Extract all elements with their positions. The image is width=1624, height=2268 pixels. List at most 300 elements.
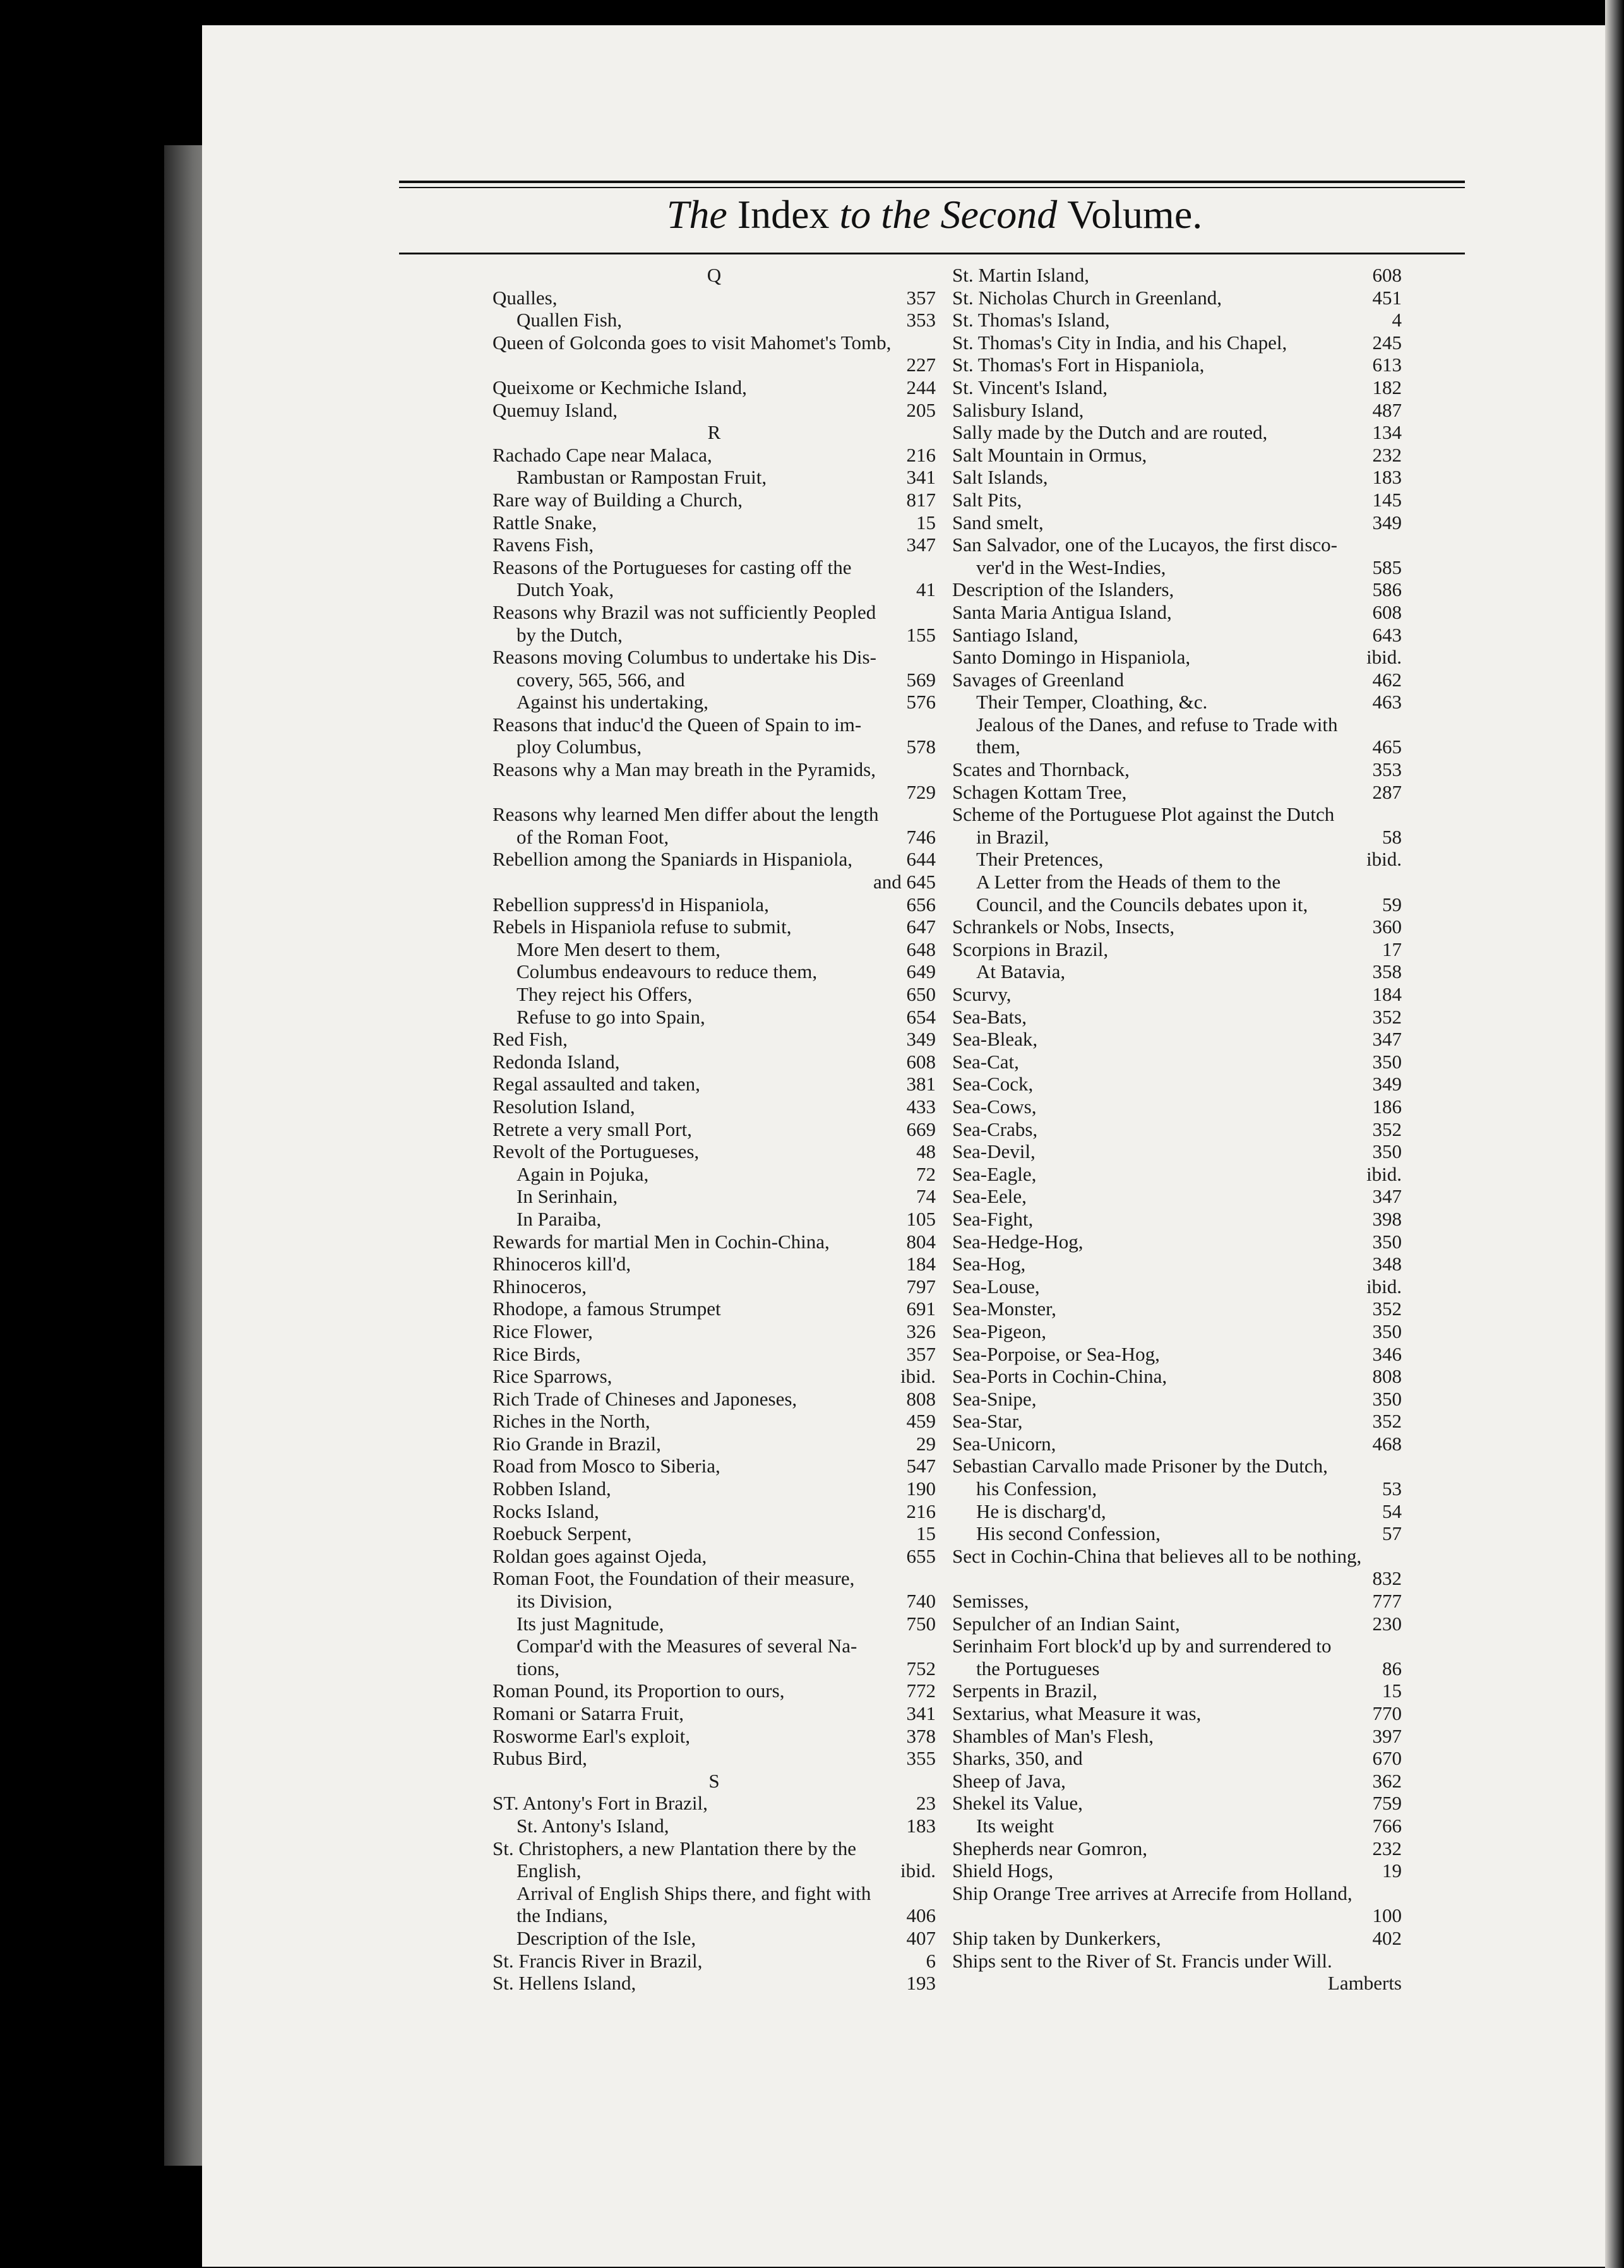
entry-page (1394, 1950, 1402, 1973)
entry-page: 777 (1372, 1590, 1402, 1613)
entry-page: 350 (1372, 1230, 1402, 1253)
index-entry (952, 916, 1402, 938)
entry-page: 53 (1382, 1477, 1402, 1500)
entry-term: Dutch Yoak, (516, 578, 614, 601)
entry-term: Sextarius, what Measure it was, (952, 1702, 1202, 1724)
index-entry (952, 1028, 1402, 1051)
index-entry (952, 1859, 1402, 1882)
index-entry (952, 309, 1402, 331)
entry-term: St. Thomas's Island, (952, 309, 1110, 331)
entry-page (1394, 534, 1402, 556)
entry-page: 244 (906, 376, 936, 398)
index-entry (493, 1927, 936, 1950)
entry-term: his Confession, (976, 1477, 1097, 1500)
entry-page: 349 (1372, 1073, 1402, 1095)
index-entry (952, 624, 1402, 647)
entry-term: Sea-Fight, (952, 1207, 1034, 1230)
entry-page: 350 (1372, 1387, 1402, 1410)
entry-page: 74 (916, 1185, 936, 1208)
entry-page: 184 (906, 1253, 936, 1275)
entry-page: 397 (1372, 1724, 1402, 1747)
index-entry (952, 1388, 1402, 1411)
entry-term: Rio Grande in Brazil, (493, 1432, 661, 1455)
entry-page: 766 (1372, 1814, 1402, 1837)
entry-term: Its just Magnitude, (516, 1612, 664, 1635)
entry-term: Serinhaim Fort block'd up by and surrendered to (952, 1635, 1332, 1657)
index-entry (493, 758, 936, 781)
index-entry (952, 466, 1402, 489)
index-entry (493, 1051, 936, 1073)
index-entry (493, 1208, 936, 1231)
entry-page: 576 (906, 691, 936, 713)
entry-page: 547 (906, 1455, 936, 1477)
index-entry (493, 1972, 936, 1995)
index-entry (952, 1275, 1402, 1298)
entry-term: St. Christophers, a new Plantation there by the (493, 1837, 856, 1859)
entry-term: Rocks Island, (493, 1500, 599, 1522)
entry-page: 585 (1372, 556, 1402, 578)
index-entry (493, 1747, 936, 1770)
section-letter: Q (707, 264, 722, 286)
entry-term: Road from Mosco to Siberia, (493, 1455, 720, 1477)
index-entry (493, 646, 936, 669)
entry-term: covery, 565, 566, and (516, 668, 685, 691)
index-entry (493, 1725, 936, 1748)
entry-page: 586 (1372, 578, 1402, 601)
index-entry (493, 713, 936, 736)
entry-page: 29 (916, 1432, 936, 1455)
index-entry (493, 1433, 936, 1455)
entry-page (928, 1882, 936, 1905)
index-entry (493, 1163, 936, 1186)
index-entry (493, 1140, 936, 1163)
entry-page: 48 (916, 1140, 936, 1163)
index-entry (493, 376, 936, 399)
index-entry (493, 1185, 936, 1208)
entry-term: Quallen Fish, (516, 309, 623, 331)
index-entry (493, 1410, 936, 1433)
entry-page: 656 (906, 893, 936, 916)
entry-page: 6 (926, 1949, 936, 1972)
entry-page: 184 (1372, 983, 1402, 1005)
entry-term: Roebuck Serpent, (493, 1522, 632, 1545)
entry-page: 608 (1372, 264, 1402, 286)
index-entry (952, 803, 1402, 826)
entry-page: 105 (906, 1207, 936, 1230)
entry-term: Columbus endeavours to reduce them, (516, 960, 818, 983)
index-entry (952, 1231, 1402, 1253)
entry-page (928, 1567, 936, 1590)
entry-term: Sea-Ports in Cochin-China, (952, 1365, 1167, 1388)
entry-term: Description of the Islanders, (952, 578, 1174, 601)
index-entry (952, 511, 1402, 534)
entry-term: tions, (516, 1657, 560, 1680)
index-entry (952, 781, 1402, 804)
index-entry (493, 556, 936, 579)
entry-page: 650 (906, 983, 936, 1005)
index-entry (952, 444, 1402, 467)
entry-term: Reasons why Brazil was not sufficiently Peopled (493, 600, 876, 623)
entry-term: Against his undertaking, (516, 691, 708, 713)
entry-term: Regal assaulted and taken, (493, 1073, 700, 1095)
index-entry (952, 1567, 1402, 1590)
index-entry (493, 1859, 936, 1882)
header-bottom-rule (399, 253, 1465, 254)
entry-page: 100 (1372, 1904, 1402, 1927)
index-entry (493, 1073, 936, 1095)
entry-page: 468 (1372, 1432, 1402, 1455)
index-entry (952, 1320, 1402, 1343)
entry-page: 362 (1372, 1769, 1402, 1792)
entry-term: Rachado Cape near Malaca, (493, 443, 712, 466)
header-word-index: Index (737, 192, 830, 237)
index-entry (952, 1477, 1402, 1500)
entry-page: 360 (1372, 916, 1402, 938)
entry-term: In Paraiba, (516, 1207, 602, 1230)
entry-term: Semisses, (952, 1590, 1029, 1613)
entry-term: of the Roman Foot, (516, 825, 669, 848)
entry-page: 341 (906, 466, 936, 489)
index-entry (952, 1950, 1402, 1973)
entry-term: Reasons moving Columbus to undertake his Dis- (493, 646, 876, 669)
index-entry (952, 1927, 1402, 1950)
entry-page: 608 (906, 1050, 936, 1073)
entry-term: Resolution Island, (493, 1095, 635, 1118)
index-entry (493, 1882, 936, 1905)
index-entry (493, 1500, 936, 1523)
entry-page (928, 1837, 936, 1860)
entry-term: Salt Mountain in Ormus, (952, 443, 1147, 466)
entry-page: 183 (1372, 466, 1402, 489)
entry-term: Their Temper, Cloathing, &c. (976, 691, 1208, 713)
entry-term: Rebels in Hispaniola refuse to submit, (493, 916, 792, 938)
header-word-second: Second (940, 192, 1058, 237)
entry-term: They reject his Offers, (516, 983, 693, 1005)
entry-page: 58 (1382, 825, 1402, 848)
entry-term: Jealous of the Danes, and refuse to Trade with (976, 713, 1338, 736)
entry-term: At Batavia, (976, 960, 1066, 983)
entry-page: 17 (1382, 938, 1402, 960)
entry-page (1394, 1455, 1402, 1477)
entry-page: 352 (1372, 1118, 1402, 1140)
entry-page: 341 (906, 1702, 936, 1724)
entry-page: 463 (1372, 691, 1402, 713)
entry-term: Reasons of the Portugueses for casting off the (493, 556, 852, 578)
entry-term: He is discharg'd, (976, 1500, 1106, 1522)
entry-page: 245 (1372, 331, 1402, 354)
index-entry (952, 1613, 1402, 1635)
entry-page: 746 (906, 825, 936, 848)
entry-term: St. Martin Island, (952, 264, 1089, 286)
entry-page: 347 (906, 534, 936, 556)
entry-page: 770 (1372, 1702, 1402, 1724)
entry-page: 648 (906, 938, 936, 960)
index-entry (952, 1657, 1402, 1680)
index-entry (493, 309, 936, 331)
entry-term: Sea-Eagle, (952, 1162, 1037, 1185)
index-entry (493, 1613, 936, 1635)
entry-term: Its weight (976, 1814, 1054, 1837)
index-entry (952, 1095, 1402, 1118)
entry-page: 15 (916, 511, 936, 534)
entry-term: the Portugueses (976, 1657, 1100, 1680)
entry-page: 569 (906, 668, 936, 691)
entry-page: 357 (906, 286, 936, 309)
entry-term: Santiago Island, (952, 623, 1078, 646)
entry-term: Compar'd with the Measures of several Na- (516, 1635, 857, 1657)
entry-page: 230 (1372, 1612, 1402, 1635)
entry-term: Queixome or Kechmiche Island, (493, 376, 747, 398)
entry-term: ploy Columbus, (516, 736, 642, 758)
entry-page: 183 (906, 1814, 936, 1837)
entry-page: and 645 (873, 871, 936, 893)
entry-term: St. Vincent's Island, (952, 376, 1108, 398)
entry-page: 287 (1372, 780, 1402, 803)
book-gutter (1605, 0, 1624, 2268)
entry-term: Rice Flower, (493, 1320, 593, 1342)
entry-page: 347 (1372, 1185, 1402, 1208)
index-column-right (952, 264, 1402, 1995)
entry-page: 232 (1372, 443, 1402, 466)
index-entry (493, 511, 936, 534)
index-entry (493, 1343, 936, 1366)
entry-term: Sheep of Java, (952, 1769, 1066, 1792)
index-entry (493, 916, 936, 938)
index-entry (493, 1702, 936, 1725)
entry-page: 487 (1372, 398, 1402, 421)
index-entry (952, 691, 1402, 713)
entry-page: 15 (916, 1522, 936, 1545)
index-entry (952, 1163, 1402, 1186)
index-entry (952, 871, 1402, 893)
entry-page: ibid. (1366, 848, 1402, 871)
entry-page: 608 (1372, 600, 1402, 623)
entry-page: 644 (906, 848, 936, 871)
entry-term: ST. Antony's Fort in Brazil, (493, 1792, 708, 1815)
index-entry (493, 1298, 936, 1320)
entry-page: 353 (906, 309, 936, 331)
index-entry (493, 691, 936, 713)
entry-page: 227 (906, 354, 936, 376)
entry-page: 216 (906, 443, 936, 466)
entry-page: 350 (1372, 1050, 1402, 1073)
entry-page: 578 (906, 736, 936, 758)
entry-term: St. Nicholas Church in Greenland, (952, 286, 1222, 309)
index-entry (952, 331, 1402, 354)
entry-term: Serpents in Brazil, (952, 1680, 1097, 1702)
entry-page: 670 (1372, 1747, 1402, 1770)
entry-term: Again in Pojuka, (516, 1162, 649, 1185)
index-entry (952, 1365, 1402, 1388)
index-entry (493, 1455, 936, 1477)
entry-page: 808 (1372, 1365, 1402, 1388)
entry-term: St. Antony's Island, (516, 1814, 669, 1837)
entry-page: 808 (906, 1387, 936, 1410)
entry-term: Rambustan or Rampostan Fruit, (516, 466, 767, 489)
entry-term: Sea-Bleak, (952, 1028, 1038, 1051)
entry-term: Salt Pits, (952, 488, 1022, 511)
entry-term: Rebellion suppress'd in Hispaniola, (493, 893, 769, 916)
header-word-volume: Volume. (1067, 192, 1203, 237)
index-entry (952, 1073, 1402, 1095)
entry-page: 190 (906, 1477, 936, 1500)
index-entry (493, 601, 936, 624)
entry-term: the Indians, (516, 1904, 608, 1927)
index-entry (952, 1118, 1402, 1141)
entry-page: 57 (1382, 1522, 1402, 1545)
index-entry (493, 534, 936, 556)
entry-page: ibid. (900, 1365, 936, 1388)
index-entry (952, 1410, 1402, 1433)
entry-term: Romani or Satarra Fruit, (493, 1702, 684, 1724)
entry-page: 655 (906, 1544, 936, 1567)
entry-page: 465 (1372, 736, 1402, 758)
index-entry (493, 466, 936, 489)
entry-term: Savages of Greenland (952, 668, 1125, 691)
entry-term: His second Confession, (976, 1522, 1161, 1545)
entry-term: Sepulcher of an Indian Saint, (952, 1612, 1180, 1635)
entry-page: 326 (906, 1320, 936, 1342)
index-entry (493, 1388, 936, 1411)
entry-term: them, (976, 736, 1020, 758)
entry-page: 186 (1372, 1095, 1402, 1118)
entry-term: Sand smelt, (952, 511, 1044, 534)
entry-page (1394, 713, 1402, 736)
index-entry (952, 1522, 1402, 1545)
index-entry (952, 264, 1402, 287)
entry-term: Their Pretences, (976, 848, 1104, 871)
entry-term: Rubus Bird, (493, 1747, 587, 1770)
index-column-left (493, 264, 936, 1995)
index-entry (952, 556, 1402, 579)
header-word-the: The (666, 192, 727, 237)
entry-page (1394, 1635, 1402, 1657)
entry-term: Schagen Kottam Tree, (952, 780, 1127, 803)
entry-page: 155 (906, 623, 936, 646)
entry-page: 349 (906, 1028, 936, 1051)
index-entry (952, 1837, 1402, 1860)
entry-term: More Men desert to them, (516, 938, 720, 960)
index-entry (952, 1208, 1402, 1231)
entry-term: Rice Birds, (493, 1342, 581, 1365)
entry-term: Red Fish, (493, 1028, 568, 1051)
index-entry (952, 1904, 1402, 1927)
index-entry (952, 983, 1402, 1006)
index-entry (493, 578, 936, 601)
index-entry (952, 893, 1402, 916)
entry-page: 797 (906, 1275, 936, 1298)
entry-term: Santa Maria Antigua Island, (952, 600, 1172, 623)
entry-page (928, 331, 936, 354)
index-entry (952, 1972, 1402, 1995)
entry-page: 134 (1372, 421, 1402, 444)
index-entry (952, 1433, 1402, 1455)
entry-term: Sally made by the Dutch and are routed, (952, 421, 1268, 444)
section-letter: S (708, 1769, 720, 1792)
entry-term: St. Francis River in Brazil, (493, 1949, 703, 1972)
entry-page: 613 (1372, 354, 1402, 376)
entry-term: Roman Foot, the Foundation of their measure, (493, 1567, 855, 1590)
entry-page: 740 (906, 1590, 936, 1613)
entry-term: Sea-Cock, (952, 1073, 1034, 1095)
entry-page: 145 (1372, 488, 1402, 511)
entry-term: Reasons why learned Men differ about the length (493, 803, 879, 826)
entry-term: Scurvy, (952, 983, 1012, 1005)
entry-page: 193 (906, 1972, 936, 1995)
entry-term: Retrete a very small Port, (493, 1118, 692, 1140)
entry-term: Shepherds near Gomron, (952, 1837, 1148, 1859)
entry-term: San Salvador, one of the Lucayos, the first disco- (952, 534, 1337, 556)
entry-term: Sebastian Carvallo made Prisoner by the Dutch, (952, 1455, 1328, 1477)
index-entry (952, 1702, 1402, 1725)
entry-term: In Serinhain, (516, 1185, 618, 1208)
index-entry (952, 646, 1402, 669)
entry-term: Sea-Eele, (952, 1185, 1027, 1208)
index-entry (952, 287, 1402, 309)
entry-page: 398 (1372, 1207, 1402, 1230)
index-entry (952, 1635, 1402, 1657)
entry-term: Rhinoceros kill'd, (493, 1253, 631, 1275)
entry-term: Roman Pound, its Proportion to ours, (493, 1680, 785, 1702)
entry-term: Rice Sparrows, (493, 1365, 612, 1388)
index-entry (952, 669, 1402, 691)
entry-term: Rich Trade of Chineses and Japoneses, (493, 1387, 797, 1410)
entry-term: Sea-Louse, (952, 1275, 1040, 1298)
section-letter: R (707, 421, 721, 444)
index-entry (493, 1365, 936, 1388)
entry-page: 23 (916, 1792, 936, 1815)
index-entry (952, 1792, 1402, 1815)
entry-page: 402 (1372, 1926, 1402, 1949)
entry-term: Scorpions in Brazil, (952, 938, 1109, 960)
entry-page: 352 (1372, 1298, 1402, 1320)
entry-page: 205 (906, 398, 936, 421)
entry-term: in Brazil, (976, 825, 1049, 848)
entry-term: by the Dutch, (516, 623, 623, 646)
entry-term: Salisbury Island, (952, 398, 1084, 421)
entry-page (1394, 1882, 1402, 1905)
entry-page (928, 1635, 936, 1657)
entry-term: Sea-Devil, (952, 1140, 1036, 1163)
index-entry (493, 1680, 936, 1702)
entry-term: its Division, (516, 1590, 612, 1613)
entry-page: 381 (906, 1073, 936, 1095)
entry-page: 759 (1372, 1792, 1402, 1815)
index-entry (493, 1477, 936, 1500)
index-entry (952, 1140, 1402, 1163)
entry-page: 350 (1372, 1320, 1402, 1342)
index-entry (493, 1522, 936, 1545)
index-entry (493, 1567, 936, 1590)
index-entry (952, 1006, 1402, 1029)
index-entry (493, 1006, 936, 1029)
index-entry (493, 960, 936, 983)
index-entry (952, 376, 1402, 399)
entry-page: 750 (906, 1612, 936, 1635)
entry-term: Sea-Porpoise, or Sea-Hog, (952, 1342, 1160, 1365)
entry-page: 349 (1372, 511, 1402, 534)
entry-term: Rhodope, a famous Strumpet (493, 1298, 721, 1320)
index-entry (952, 848, 1402, 871)
index-entry (952, 826, 1402, 849)
entry-page: 352 (1372, 1005, 1402, 1028)
entry-page: 232 (1372, 1837, 1402, 1859)
index-entry (952, 1590, 1402, 1613)
entry-term: A Letter from the Heads of them to the (976, 871, 1281, 893)
entry-term: ver'd in the West-Indies, (976, 556, 1166, 578)
entry-page: 643 (1372, 623, 1402, 646)
index-entry (493, 848, 936, 871)
